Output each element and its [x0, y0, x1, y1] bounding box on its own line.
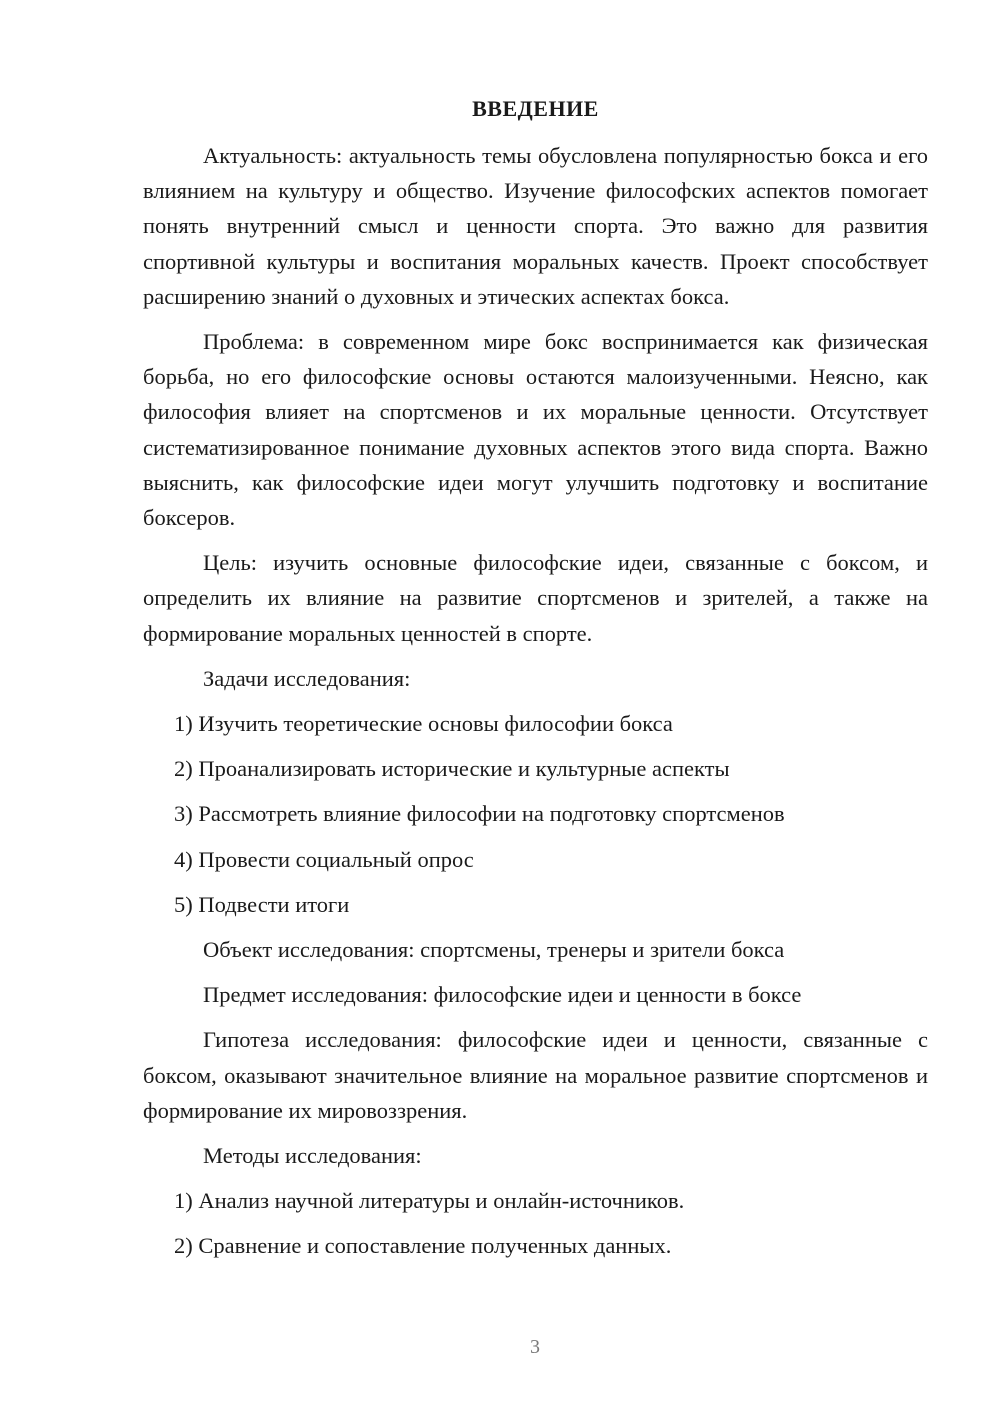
problem-paragraph: Проблема: в современном мире бокс воспринимается как физическая борьба, но его философские основы остаются малоизученными. Неясно, как философия влияет на спортсменов и их моральные ценности. Отсутствует систематизированное понимание духовных аспектов этого вида спорта. Важно выяснить, как философские идеи могут улучшить подготовку и воспитание боксеров.: [143, 329, 928, 531]
research-subject: Предмет исследования: философские идеи и ценности в боксе: [203, 982, 802, 1008]
task-item: 5) Подвести итоги: [174, 891, 350, 917]
section-title: ВВЕДЕНИЕ: [472, 96, 599, 121]
task-item: 2) Проанализировать исторические и культурные аспекты: [174, 756, 730, 782]
tasks-list: [143, 706, 928, 922]
methods-list: [143, 1183, 928, 1263]
relevance-paragraph: Актуальность: актуальность темы обусловлена популярностью бокса и его влиянием на культуру и общество. Изучение философских аспектов помогает понять внутренний смысл и ценности спорта. Это важно для развития спортивной культуры и воспитания моральных качеств. Проект способствует расширению знаний о духовных и этических аспектах бокса.: [143, 143, 928, 309]
methods-heading: Методы исследования:: [203, 1143, 422, 1169]
page-number: 3: [530, 1336, 540, 1358]
task-item: 4) Провести социальный опрос: [174, 846, 474, 872]
hypothesis-paragraph: Гипотеза исследования: философские идеи и ценности, связанные с боксом, оказывают значительное влияние на моральное развитие спортсменов и формирование их мировоззрения.: [143, 1027, 928, 1123]
research-object: Объект исследования: спортсмены, тренеры и зрители бокса: [203, 937, 785, 963]
method-item: 1) Анализ научной литературы и онлайн-источников.: [174, 1188, 685, 1214]
goal-paragraph: Цель: изучить основные философские идеи, связанные с боксом, и определить их влияние на развитие спортсменов и зрителей, а также на формирование моральных ценностей в спорте.: [143, 550, 928, 646]
page-content: [143, 94, 928, 1274]
tasks-heading: Задачи исследования:: [203, 665, 411, 691]
method-item: 2) Сравнение и сопоставление полученных данных.: [174, 1233, 672, 1259]
task-item: 1) Изучить теоретические основы философии бокса: [174, 711, 673, 737]
task-item: 3) Рассмотреть влияние философии на подготовку спортсменов: [174, 801, 785, 827]
